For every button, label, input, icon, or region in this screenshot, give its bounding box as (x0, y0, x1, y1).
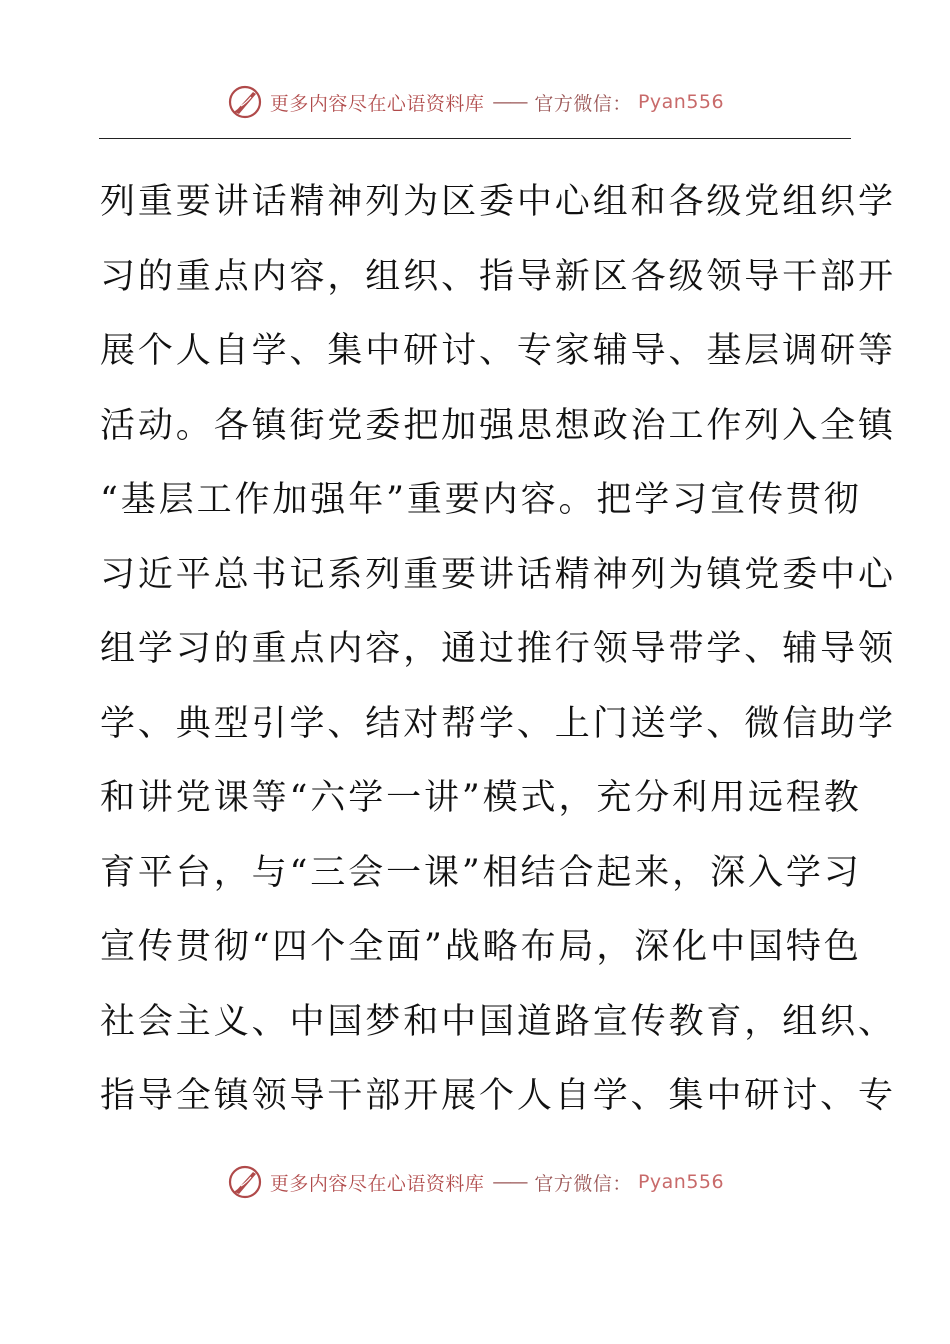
quill-pen-logo-icon (226, 83, 264, 121)
body-line: “基层工作加强年”重要内容。把学习宣传贯彻 (100, 480, 862, 520)
body-line: 活动。各镇街党委把加强思想政治工作列入全镇 (100, 405, 896, 446)
body-line: 指导全镇领导干部开展个人自学、集中研讨、专 (100, 1076, 896, 1116)
footer-slogan: 更多内容尽在心语资料库 (269, 1172, 485, 1195)
document-body (100, 168, 896, 1137)
body-line: 习近平总书记系列重要讲话精神列为镇党委中心 (100, 554, 896, 595)
body-line: 列重要讲话精神列为区委中心组和各级党组织学 (100, 182, 896, 222)
body-line: 和讲党课等“六学一讲”模式，充分利用远程教 (100, 778, 862, 818)
header-account-label: 官方微信： (534, 92, 632, 115)
quill-pen-logo-icon (226, 1163, 264, 1201)
body-line: 展个人自学、集中研讨、专家辅导、基层调研等 (100, 331, 896, 371)
header-dash: —— (492, 91, 527, 113)
body-line: 社会主义、中国梦和中国道路宣传教育，组织、 (100, 1001, 896, 1042)
body-line: 习的重点内容，组织、指导新区各级领导干部开 (100, 256, 896, 297)
header-slogan: 更多内容尽在心语资料库 (269, 92, 485, 115)
footer-banner (0, 1160, 950, 1204)
header-account-id: Pyan556 (637, 91, 725, 113)
body-line: 育平台，与“三会一课”相结合起来，深入学习 (100, 852, 862, 893)
header-banner (0, 80, 950, 124)
header-divider (99, 138, 851, 139)
footer-account-id: Pyan556 (637, 1171, 725, 1193)
body-line: 学、典型引学、结对帮学、上门送学、微信助学 (100, 703, 896, 744)
body-line: 宣传贯彻“四个全面”战略布局，深化中国特色 (100, 927, 862, 967)
body-line: 组学习的重点内容，通过推行领导带学、辅导领 (100, 629, 896, 669)
footer-account-label: 官方微信： (534, 1172, 632, 1195)
footer-dash: —— (492, 1171, 527, 1193)
